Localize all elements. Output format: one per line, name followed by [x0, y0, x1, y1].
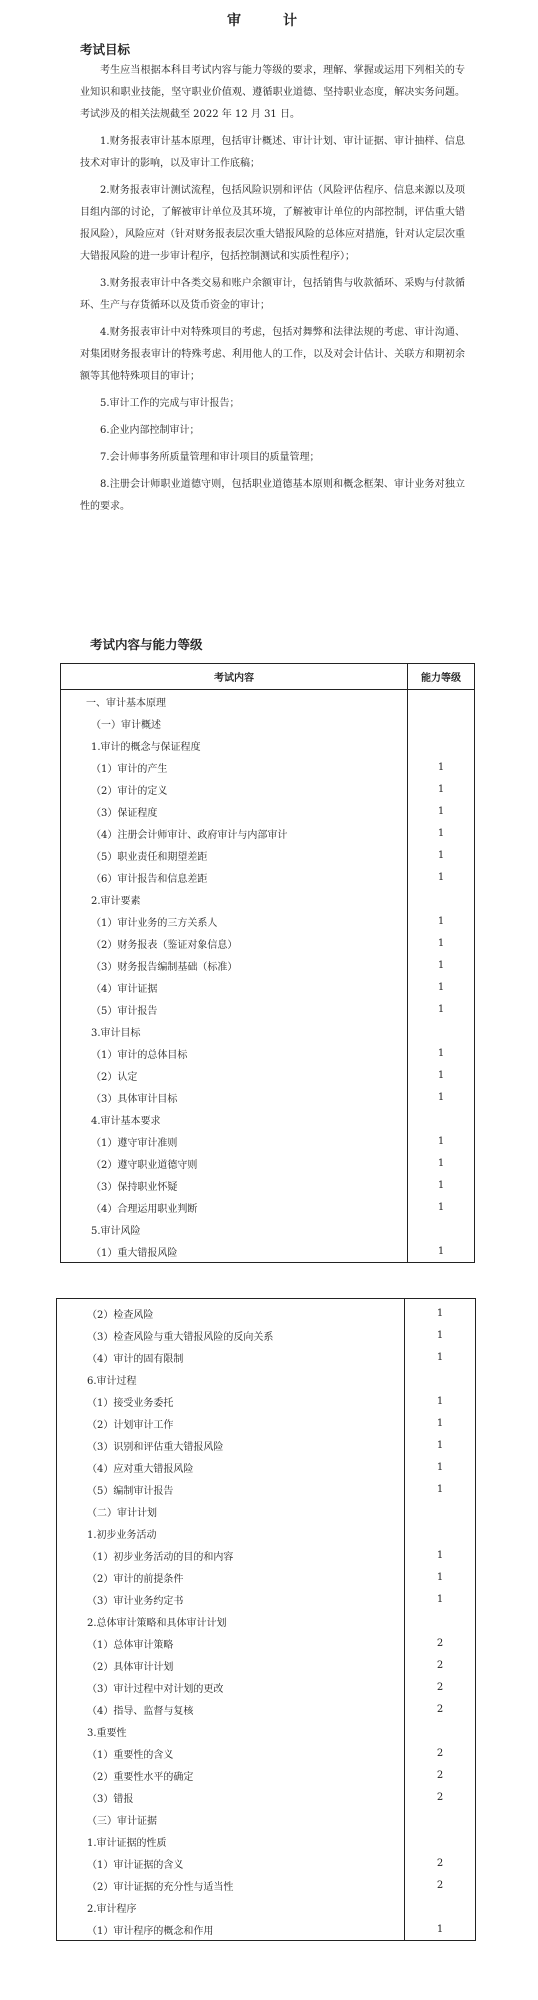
- content-level-table-page2: [56, 1298, 476, 1941]
- table-cell-level: [405, 1522, 476, 1544]
- table-cell-content: （2）审计的定义: [91, 785, 168, 797]
- table-cell-content: （4）审计证据: [91, 983, 158, 995]
- table-row: [57, 1786, 476, 1808]
- table-cell-level: 1: [405, 1346, 476, 1368]
- table-cell-content: （1）接受业务委托: [87, 1397, 174, 1409]
- table-row: [61, 1152, 475, 1174]
- table-row: [57, 1412, 476, 1434]
- table-cell-level: 2: [405, 1874, 476, 1896]
- table-cell-level: 1: [405, 1456, 476, 1478]
- table-header-row: [61, 664, 475, 690]
- table-cell-content: 2.审计要素: [91, 895, 141, 907]
- table-cell-content: 2.审计程序: [87, 1903, 137, 1915]
- table-cell-content: （三）审计证据: [87, 1815, 157, 1827]
- table-cell-level: [408, 888, 475, 910]
- table-row: [57, 1566, 476, 1588]
- table-row: [61, 1218, 475, 1240]
- table-cell-level: 1: [408, 1042, 475, 1064]
- table-cell-level: [405, 1896, 476, 1918]
- table-row: [61, 822, 475, 844]
- table-cell-level: [408, 712, 475, 734]
- table-row: [57, 1346, 476, 1368]
- table-row: [57, 1324, 476, 1346]
- table-cell-level: 1: [405, 1299, 476, 1325]
- table-cell-level: [405, 1808, 476, 1830]
- table-row: [57, 1698, 476, 1720]
- table-cell-content: （一）审计概述: [91, 719, 161, 731]
- table-row: [57, 1368, 476, 1390]
- table-row: [57, 1390, 476, 1412]
- table-row: [57, 1500, 476, 1522]
- table-cell-content: （2）认定: [91, 1071, 138, 1083]
- table-cell-level: 1: [405, 1390, 476, 1412]
- goal-item: 4.财务报表审计中对特殊项目的考虑，包括对舞弊和法律法规的考虑、审计沟通、对集团财务报表审计的特殊考虑、利用他人的工作，以及对会计估计、关联方和期初余额等其他特殊项目的审计；: [80, 327, 465, 382]
- content-level-table-page1: [60, 663, 475, 1263]
- goal-item: 7.会计师事务所质量管理和审计项目的质量管理；: [100, 452, 320, 463]
- table-cell-level: 2: [405, 1786, 476, 1808]
- table-cell-content: （4）合理运用职业判断: [91, 1203, 198, 1215]
- table-cell-content: （3）识别和评估重大错报风险: [87, 1441, 224, 1453]
- table-cell-content: （3）检查风险与重大错报风险的反向关系: [87, 1331, 274, 1343]
- table-cell-content: （5）编制审计报告: [87, 1485, 174, 1497]
- table-cell-content: 3.审计目标: [91, 1027, 141, 1039]
- goal-item: 6.企业内部控制审计；: [100, 425, 200, 436]
- table-cell-level: 1: [405, 1434, 476, 1456]
- table-cell-level: 2: [405, 1654, 476, 1676]
- table-row: [57, 1874, 476, 1896]
- table-row: [61, 954, 475, 976]
- table-cell-content: （6）审计报告和信息差距: [91, 873, 208, 885]
- table-cell-level: [408, 1218, 475, 1240]
- table-cell-content: （1）审计的产生: [91, 763, 168, 775]
- table-row: [57, 1764, 476, 1786]
- table-row: [61, 690, 475, 713]
- goal-item: 2.财务报表审计测试流程，包括风险识别和评估（风险评估程序、信息来源以及项目组内部的讨论，了解被审计单位及其环境，了解被审计单位的内部控制，评估重大错报风险），风险应对（针对财务报表层次重大错报风险的总体应对措施，针对认定层次重大错报风险的进一步审计程序，包括控制测试和实质性程序）；: [80, 185, 465, 262]
- table-cell-level: [408, 1020, 475, 1042]
- table-cell-level: 1: [408, 954, 475, 976]
- table-cell-content: （4）审计的固有限制: [87, 1353, 184, 1365]
- table-cell-level: 1: [405, 1566, 476, 1588]
- table-cell-level: [405, 1500, 476, 1522]
- table-cell-content: 2.总体审计策略和具体审计计划: [87, 1617, 227, 1629]
- table-cell-level: 1: [408, 1174, 475, 1196]
- table-cell-content: （5）职业责任和期望差距: [91, 851, 208, 863]
- table-cell-content: （1）审计业务的三方关系人: [91, 917, 218, 929]
- table-row: [57, 1808, 476, 1830]
- goal-item: 1.财务报表审计基本原理，包括审计概述、审计计划、审计证据、审计抽样、信息技术对审计的影响，以及审计工作底稿；: [80, 136, 465, 169]
- column-header-content: 考试内容: [61, 664, 408, 690]
- table-cell-content: （4）注册会计师审计、政府审计与内部审计: [91, 829, 288, 841]
- table-cell-content: （4）指导、监督与复核: [87, 1705, 194, 1717]
- table-row: [61, 1174, 475, 1196]
- table-cell-content: （3）审计业务约定书: [87, 1595, 184, 1607]
- table-row: [61, 1240, 475, 1263]
- table-row: [61, 866, 475, 888]
- table-cell-content: （4）应对重大错报风险: [87, 1463, 194, 1475]
- table-row: [57, 1544, 476, 1566]
- table-row: [57, 1676, 476, 1698]
- table-row: [61, 1064, 475, 1086]
- table-cell-level: 1: [408, 1196, 475, 1218]
- table-cell-level: 2: [405, 1742, 476, 1764]
- table-cell-level: 1: [408, 866, 475, 888]
- table-cell-content: （3）财务报告编制基础（标准）: [91, 961, 238, 973]
- table-cell-content: 1.审计的概念与保证程度: [91, 741, 201, 753]
- table-cell-content: 4.审计基本要求: [91, 1115, 161, 1127]
- table-row: [57, 1522, 476, 1544]
- table-cell-level: 1: [405, 1544, 476, 1566]
- table-cell-level: 1: [405, 1412, 476, 1434]
- table-row: [61, 800, 475, 822]
- table-cell-level: 1: [408, 1086, 475, 1108]
- table-cell-level: [408, 1108, 475, 1130]
- table-row: [57, 1852, 476, 1874]
- table-cell-content: （3）具体审计目标: [91, 1093, 178, 1105]
- table-cell-content: （3）审计过程中对计划的更改: [87, 1683, 224, 1695]
- table-cell-level: 1: [405, 1324, 476, 1346]
- table-cell-level: 1: [408, 1152, 475, 1174]
- table-cell-content: （1）遵守审计准则: [91, 1137, 178, 1149]
- table-cell-level: 2: [405, 1698, 476, 1720]
- table-cell-level: 1: [408, 998, 475, 1020]
- table-cell-content: （3）保证程度: [91, 807, 158, 819]
- table-cell-level: [405, 1830, 476, 1852]
- table-cell-content: （2）计划审计工作: [87, 1419, 174, 1431]
- table-cell-content: 一、审计基本原理: [86, 697, 166, 709]
- column-header-level: 能力等级: [408, 664, 475, 690]
- table-cell-level: 1: [405, 1478, 476, 1500]
- table-row: [57, 1918, 476, 1941]
- table-cell-content: （2）重要性水平的确定: [87, 1771, 194, 1783]
- table-row: [61, 1086, 475, 1108]
- table-cell-level: 1: [408, 910, 475, 932]
- table-cell-level: [408, 690, 475, 713]
- table-cell-level: 1: [408, 800, 475, 822]
- table-row: [57, 1830, 476, 1852]
- table-cell-level: 1: [408, 1064, 475, 1086]
- table-row: [57, 1896, 476, 1918]
- table-cell-content: （2）遵守职业道德守则: [91, 1159, 198, 1171]
- table-cell-level: 1: [408, 822, 475, 844]
- table-cell-level: 1: [408, 1240, 475, 1263]
- table-cell-content: 5.审计风险: [91, 1225, 141, 1237]
- table-cell-level: 1: [408, 756, 475, 778]
- table-cell-level: [405, 1610, 476, 1632]
- table-cell-content: （1）审计证据的含义: [87, 1859, 184, 1871]
- goal-item: 3.财务报表审计中各类交易和账户余额审计，包括销售与收款循环、采购与付款循环、生产与存货循环以及货币资金的审计；: [80, 278, 465, 311]
- table-row: [61, 756, 475, 778]
- table-cell-content: （二）审计计划: [87, 1507, 157, 1519]
- table-cell-level: 1: [408, 1130, 475, 1152]
- table-row: [61, 778, 475, 800]
- table-cell-content: （1）总体审计策略: [87, 1639, 174, 1651]
- exam-goal-heading: 考试目标: [80, 42, 131, 57]
- table-row: [61, 998, 475, 1020]
- content-levels-heading: 考试内容与能力等级: [90, 637, 203, 652]
- table-row: [57, 1588, 476, 1610]
- table-cell-level: 2: [405, 1852, 476, 1874]
- table-row: [57, 1434, 476, 1456]
- table-cell-content: 6.审计过程: [87, 1375, 137, 1387]
- table-row: [61, 712, 475, 734]
- table-cell-content: （3）保持职业怀疑: [91, 1181, 178, 1193]
- table-cell-content: （2）财务报表（鉴证对象信息）: [91, 939, 238, 951]
- table-cell-content: （1）初步业务活动的目的和内容: [87, 1551, 234, 1563]
- table-cell-level: 1: [408, 844, 475, 866]
- table-row: [61, 976, 475, 998]
- table-cell-content: （5）审计报告: [91, 1005, 158, 1017]
- table-row: [57, 1478, 476, 1500]
- table-row: [61, 1108, 475, 1130]
- table-cell-content: （1）重大错报风险: [91, 1247, 178, 1259]
- table-row: [57, 1610, 476, 1632]
- table-row: [61, 1042, 475, 1064]
- table-row: [61, 932, 475, 954]
- table-cell-content: 1.审计证据的性质: [87, 1837, 167, 1849]
- table-row: [57, 1742, 476, 1764]
- table-row: [61, 1020, 475, 1042]
- table-cell-content: （1）重要性的含义: [87, 1749, 174, 1761]
- table-cell-level: 2: [405, 1764, 476, 1786]
- table-cell-level: 1: [408, 932, 475, 954]
- table-row: [61, 1196, 475, 1218]
- table-cell-content: （3）错报: [87, 1793, 134, 1805]
- table-cell-level: [408, 734, 475, 756]
- table-row: [57, 1299, 476, 1325]
- table-cell-content: （2）具体审计计划: [87, 1661, 174, 1673]
- goal-intro-paragraph: 考生应当根据本科目考试内容与能力等级的要求，理解、掌握或运用下列相关的专业知识和职业技能，坚守职业价值观、遵循职业道德、坚持职业态度，解决实务问题。考试涉及的相关法规截至 2022 年 12 月 31 日。: [80, 65, 465, 120]
- table-row: [57, 1632, 476, 1654]
- goal-item: 8.注册会计师职业道德守则，包括职业道德基本原则和概念框架、审计业务对独立性的要求。: [80, 479, 465, 512]
- table-cell-level: 1: [408, 778, 475, 800]
- table-cell-level: [405, 1368, 476, 1390]
- table-cell-content: 3.重要性: [87, 1727, 127, 1739]
- table-cell-level: 2: [405, 1632, 476, 1654]
- goal-item: 5.审计工作的完成与审计报告；: [100, 398, 240, 409]
- table-row: [61, 1130, 475, 1152]
- table-row: [57, 1720, 476, 1742]
- table-cell-content: （2）审计的前提条件: [87, 1573, 184, 1585]
- table-row: [61, 734, 475, 756]
- table-cell-level: [405, 1720, 476, 1742]
- table-cell-level: 1: [405, 1588, 476, 1610]
- exam-goal-body: [80, 60, 465, 518]
- page-title: 审 计: [227, 13, 311, 29]
- table-cell-level: 1: [408, 976, 475, 998]
- table-row: [61, 910, 475, 932]
- table-cell-level: 2: [405, 1676, 476, 1698]
- table-cell-content: （2）审计证据的充分性与适当性: [87, 1881, 234, 1893]
- table-cell-content: 1.初步业务活动: [87, 1529, 157, 1541]
- table-row: [57, 1456, 476, 1478]
- table-cell-content: （2）检查风险: [87, 1309, 154, 1321]
- table-cell-content: （1）审计程序的概念和作用: [87, 1925, 214, 1937]
- table-cell-level: 1: [405, 1918, 476, 1941]
- table-cell-content: （1）审计的总体目标: [91, 1049, 188, 1061]
- table-row: [57, 1654, 476, 1676]
- table-row: [61, 888, 475, 910]
- table-row: [61, 844, 475, 866]
